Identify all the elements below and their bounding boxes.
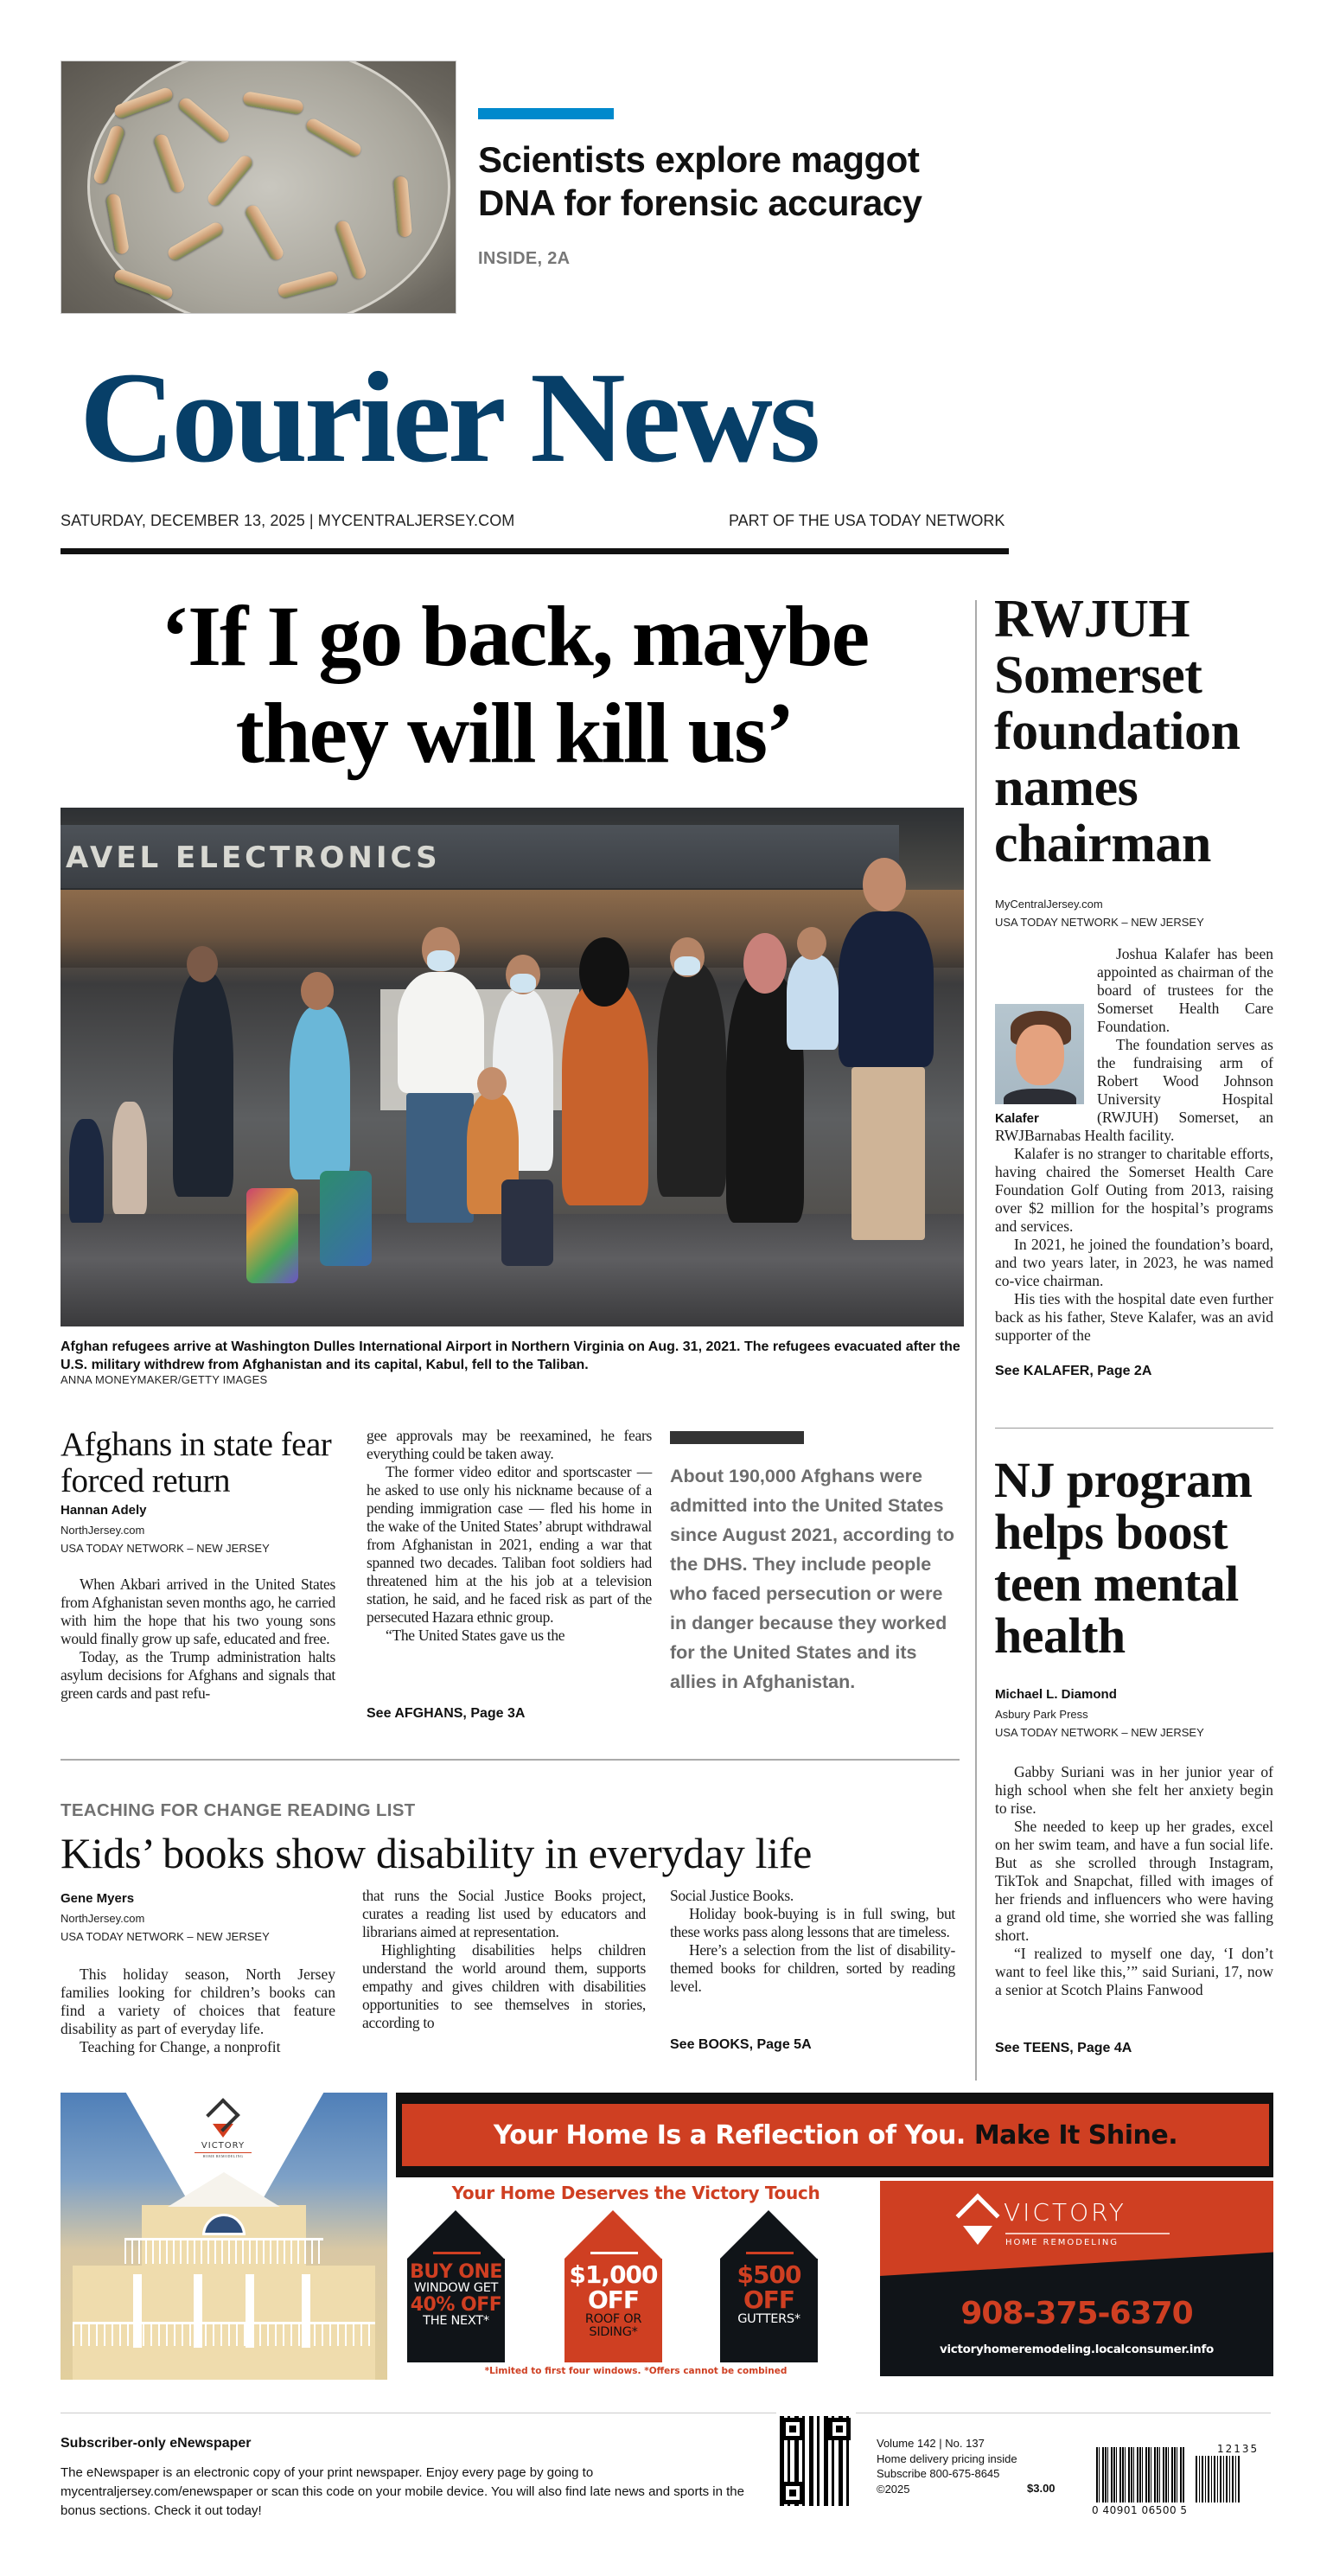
books-column-2: [362, 1887, 646, 2032]
offer-line: OFF: [587, 2285, 640, 2315]
face-mask: [510, 974, 536, 993]
paragraph: Gabby Suriani was in her junior year of high school when she felt her anxiety begin to rise.: [995, 1763, 1273, 1817]
baby: [787, 955, 839, 1050]
offer-gutters[interactable]: [720, 2210, 818, 2362]
ad-house-photo[interactable]: [61, 2093, 387, 2380]
qr-finder: [781, 2482, 804, 2504]
face-mask: [427, 950, 455, 971]
jeans: [406, 1093, 474, 1223]
rwjuh-headline[interactable]: RWJUH Somerset foundation names chairman: [994, 590, 1241, 873]
house-upper-railing: [124, 2238, 323, 2264]
offer-line: $1,000: [569, 2260, 658, 2289]
teen-source: [995, 1705, 1204, 1742]
offer-line: OFF: [743, 2285, 795, 2315]
network-label: PART OF THE USA TODAY NETWORK: [729, 512, 1005, 529]
person-girl-blue-dress: [290, 1007, 350, 1179]
paragraph: In 2021, he joined the foundation’s board, and two years later, in 2023, he was named co-vice chairman.: [995, 1236, 1273, 1289]
source-line: USA TODAY NETWORK – NEW JERSEY: [61, 1542, 270, 1555]
offer-line: WINDOW GET: [413, 2281, 499, 2296]
section-divider: [61, 1759, 960, 1761]
offer-line: THE NEXT*: [423, 2314, 489, 2329]
teen-byline: Michael L. Diamond: [995, 1687, 1117, 1702]
person-head: [477, 1067, 507, 1100]
ad-fine-print: *Limited to first four windows. *Offers cannot be combined: [484, 2366, 788, 2376]
paragraph: gee approvals may be reexamined, he fears everything could be taken away.: [367, 1427, 652, 1462]
offer-line: GUTTERS*: [737, 2311, 800, 2326]
ad-banner-black-text: Make It Shine.: [973, 2119, 1178, 2151]
person-man-navy-shirt: [839, 911, 934, 1067]
books-byline: Gene Myers: [61, 1891, 135, 1906]
rwjuh-source: [995, 895, 1204, 931]
source-line: USA TODAY NETWORK – NEW JERSEY: [61, 1930, 270, 1943]
teen-body: [995, 1763, 1273, 1999]
person-head: [301, 972, 334, 1010]
barcode-addon-number: 12135: [1217, 2443, 1260, 2455]
afghans-column-2: [367, 1427, 652, 1645]
teen-headline[interactable]: NJ program helps boost teen mental health: [994, 1452, 1253, 1664]
offer-body: [720, 2259, 818, 2362]
qr-code[interactable]: [776, 2413, 856, 2509]
logo-roof-icon: [206, 2098, 240, 2132]
person-head: [187, 946, 218, 982]
luggage: [501, 1179, 553, 1266]
photo-caption: Afghan refugees arrive at Washington Dulles International Airport in Northern Virginia on Aug. 31, 2021. The refugees evacuated after the U.S. military withdrew from Afghanistan and its capital, Kabul, fell to the Taliban.: [61, 1339, 960, 1372]
house-roof: [168, 2172, 280, 2207]
qr-finder: [781, 2418, 804, 2440]
masthead-title: Courier News: [80, 346, 818, 489]
books-column-1: [61, 1966, 335, 2056]
house-illustration: [73, 2188, 375, 2380]
offer-line: BUY ONE: [410, 2261, 502, 2283]
source-line: MyCentralJersey.com: [995, 898, 1103, 911]
offer-line: 40% OFF: [410, 2294, 502, 2317]
airport-sign: [61, 825, 899, 890]
lead-headline-line1: ‘If I go back, maybe: [160, 588, 869, 684]
paragraph: Today, as the Trump administration halts asylum decisions for Afghans and signals that green cards and past refu-: [61, 1648, 335, 1702]
rwjuh-jump-link[interactable]: See KALAFER, Page 2A: [995, 1364, 1152, 1378]
teaser-page-reference[interactable]: INSIDE, 2A: [478, 249, 571, 268]
afghans-column-1: [61, 1576, 335, 1703]
cover-price: $3.00: [1027, 2482, 1056, 2495]
luggage: [320, 1171, 372, 1266]
paragraph: “I realized to myself one day, ‘I don’t want to feel like this,’” said Suriani, 17, now a senior at Scotch Plains Fanwood: [995, 1945, 1273, 1998]
teen-jump-link[interactable]: See TEENS, Page 4A: [995, 2041, 1132, 2055]
offer-body: [564, 2259, 662, 2362]
sign-text: AVEL ELECTRONICS: [66, 841, 441, 875]
teaser-accent-bar: [478, 108, 614, 119]
person: [657, 963, 726, 1197]
face-mask: [674, 956, 700, 975]
lead-photo-refugees[interactable]: [61, 808, 964, 1326]
pull-quote: About 190,000 Afghans were admitted into the United States since August 2021, according to the DHS. They include people who faced persecution or were in danger because they worked for the United States and its allies in Afghanistan.: [670, 1466, 954, 1692]
source-line: Asbury Park Press: [995, 1708, 1088, 1721]
books-kicker: TEACHING FOR CHANGE READING LIST: [61, 1800, 416, 1820]
child: [69, 1119, 104, 1223]
afghans-jump-link[interactable]: See AFGHANS, Page 3A: [367, 1706, 526, 1721]
afghans-headline[interactable]: Afghans in state fear forced return: [61, 1426, 332, 1499]
paragraph: When Akbari arrived in the United States from Afghanistan seven months ago, he carried with him the hope that his two young sons would finally grow up safe, educated and free.: [61, 1576, 335, 1647]
house-porch-railing: [73, 2322, 375, 2346]
paragraph: The former video editor and sportscaster — he asked to use only his nickname because of a pending immigration case — fled his home in the wake of the United States’ abrupt withdrawal from Afghanistan in 2021, ending a war that spanned two decades. Taliban foot soldiers had threatened him at the his job at a television station, he said, and he faced risk as part of the persecuted Hazara ethnic group.: [367, 1463, 652, 1626]
afghans-source: [61, 1521, 270, 1557]
ad-subhead: Your Home Deserves the Victory Touch: [451, 2183, 820, 2203]
paragraph: Kalafer is no stranger to charitable efforts, having chaired the Somerset Health Care Foundation Golf Outing from 2013, raising over $2 million for the hospital’s programs and services.: [995, 1145, 1273, 1235]
logo-sub: HOME REMODELING: [195, 2152, 252, 2158]
source-line: NorthJersey.com: [61, 1912, 145, 1925]
paragraph: Highlighting disabilities helps children understand the world around them, supports empathy and gives children with disabilities opportunities to see themselves in stories, according to: [362, 1941, 646, 2031]
lead-headline-line2: they will kill us’: [235, 685, 794, 781]
ad-banner-white-text: Your Home Is a Reflection of You.: [493, 2119, 966, 2151]
qr-finder: [828, 2418, 851, 2440]
books-jump-link[interactable]: See BOOKS, Page 5A: [670, 2037, 812, 2052]
offer-windows[interactable]: [407, 2210, 505, 2362]
ad-contact-panel[interactable]: [880, 2181, 1273, 2376]
teaser-photo-maggots[interactable]: [61, 61, 456, 314]
photo-credit: ANNA MONEYMAKER/GETTY IMAGES: [61, 1373, 268, 1386]
paragraph: She needed to keep up her grades, excel on her swim team, and have a fun social life. But as she scrolled through Instagram, TikTok and Snapchat, filled with images of her friends and influencers who were having a grand old time, she worried she was falling short.: [995, 1818, 1273, 1944]
ad-url[interactable]: victoryhomeremodeling.localconsumer.info: [939, 2343, 1214, 2356]
paragraph: Holiday book-buying is in full swing, but these works pass along lessons that are timeless.: [670, 1905, 955, 1940]
delivery-note: Home delivery pricing inside: [877, 2451, 1017, 2465]
child: [112, 1102, 147, 1214]
paragraph: “The United States gave us the: [386, 1627, 565, 1644]
paragraph: Teaching for Change, a nonprofit: [80, 2038, 281, 2055]
barcode: [1096, 2447, 1185, 2502]
headshot-caption: Kalafer: [995, 1111, 1039, 1126]
person-head-scarf: [579, 937, 629, 1007]
dateline: SATURDAY, DECEMBER 13, 2025 | MYCENTRALJERSEY.COM: [61, 512, 515, 529]
offer-line: ROOF OR: [584, 2311, 642, 2326]
logo-sub: HOME REMODELING: [1005, 2233, 1170, 2247]
person: [173, 972, 233, 1197]
pull-quote-bar: [670, 1431, 804, 1444]
offer-line: $500: [737, 2260, 801, 2289]
offer-line: SIDING*: [589, 2325, 638, 2339]
masthead-rule: [61, 548, 1009, 554]
face: [1016, 1025, 1064, 1085]
books-headline[interactable]: Kids’ books show disability in everyday life: [61, 1829, 813, 1877]
books-column-3: [670, 1887, 955, 1996]
books-source: [61, 1909, 270, 1946]
paragraph: The foundation serves as the fundraising arm of Robert Wood Johnson University Hospital (RWJUH) Somerset, an RWJBarnabas Health facility.: [995, 1036, 1273, 1144]
offer-dash: [590, 2252, 638, 2254]
paragraph: His ties with the hospital date even further back as his father, Steve Kalafer, was an avid supporter of the: [995, 1290, 1273, 1344]
copyright: ©2025: [877, 2482, 910, 2496]
logo-v-icon: [963, 2226, 992, 2245]
person-head-scarf: [743, 933, 787, 994]
ad-banner[interactable]: [402, 2104, 1269, 2166]
right-column-divider: [995, 1428, 1273, 1429]
source-line: USA TODAY NETWORK – NEW JERSEY: [995, 916, 1204, 929]
kalafer-headshot[interactable]: [995, 1004, 1084, 1104]
paragraph: that runs the Social Justice Books project, curates a reading list used by educators and librarians aimed at representation.: [362, 1887, 646, 1940]
suit: [1004, 1089, 1076, 1104]
baby-head: [797, 927, 826, 960]
source-line: USA TODAY NETWORK – NEW JERSEY: [995, 1726, 1204, 1739]
barcode-number: 0 40901 06500 5: [1092, 2504, 1188, 2516]
paragraph: Social Justice Books.: [670, 1887, 794, 1904]
offer-dash: [433, 2252, 481, 2254]
subscribe-phone: Subscribe 800-675-8645: [877, 2467, 1000, 2480]
teaser-headline[interactable]: Scientists explore maggot DNA for forensic accuracy: [478, 139, 922, 223]
volume-number: Volume 142 | No. 137: [877, 2437, 985, 2450]
enews-title: Subscriber-only eNewspaper: [61, 2436, 252, 2451]
khaki-pants: [851, 1067, 925, 1240]
barcode-addon: [1196, 2456, 1241, 2502]
paragraph-text: Joshua Kalafer has been appointed as chairman of the board of trustees for the Somerset Health Care Foundation.: [1097, 945, 1273, 1035]
victory-logo-small: [184, 2103, 262, 2158]
enews-body: The eNewspaper is an electronic copy of your print newspaper. Enjoy every page by going to mycentraljersey.com/enewspaper or scan this code on your mobile device. You will also find late news and sports in the bonus sections. Check it out today!: [61, 2465, 744, 2518]
offer-dash: [746, 2252, 794, 2254]
offer-body: [407, 2259, 505, 2362]
victory-logo-large: [962, 2198, 1204, 2250]
logo-brand: VICTORY: [201, 2141, 246, 2151]
logo-brand: VICTORY: [1004, 2198, 1126, 2227]
lead-headline[interactable]: [61, 588, 968, 782]
afghans-byline: Hannan Adely: [61, 1503, 147, 1518]
person-man-white-shirt: [398, 972, 484, 1093]
paragraph: This holiday season, North Jersey families looking for children’s books can find a variety of choices that feature disability as part of everyday life.: [61, 1966, 335, 2037]
source-line: NorthJersey.com: [61, 1524, 145, 1537]
paragraph: Here’s a selection from the list of disability-themed books for children, sorted by reading level.: [670, 1941, 955, 1995]
person-woman-orange-coat: [562, 981, 648, 1205]
offer-roof-siding[interactable]: [564, 2210, 662, 2362]
luggage: [246, 1188, 298, 1283]
person-head: [863, 858, 906, 911]
ad-phone-number[interactable]: 908-375-6370: [960, 2296, 1193, 2331]
